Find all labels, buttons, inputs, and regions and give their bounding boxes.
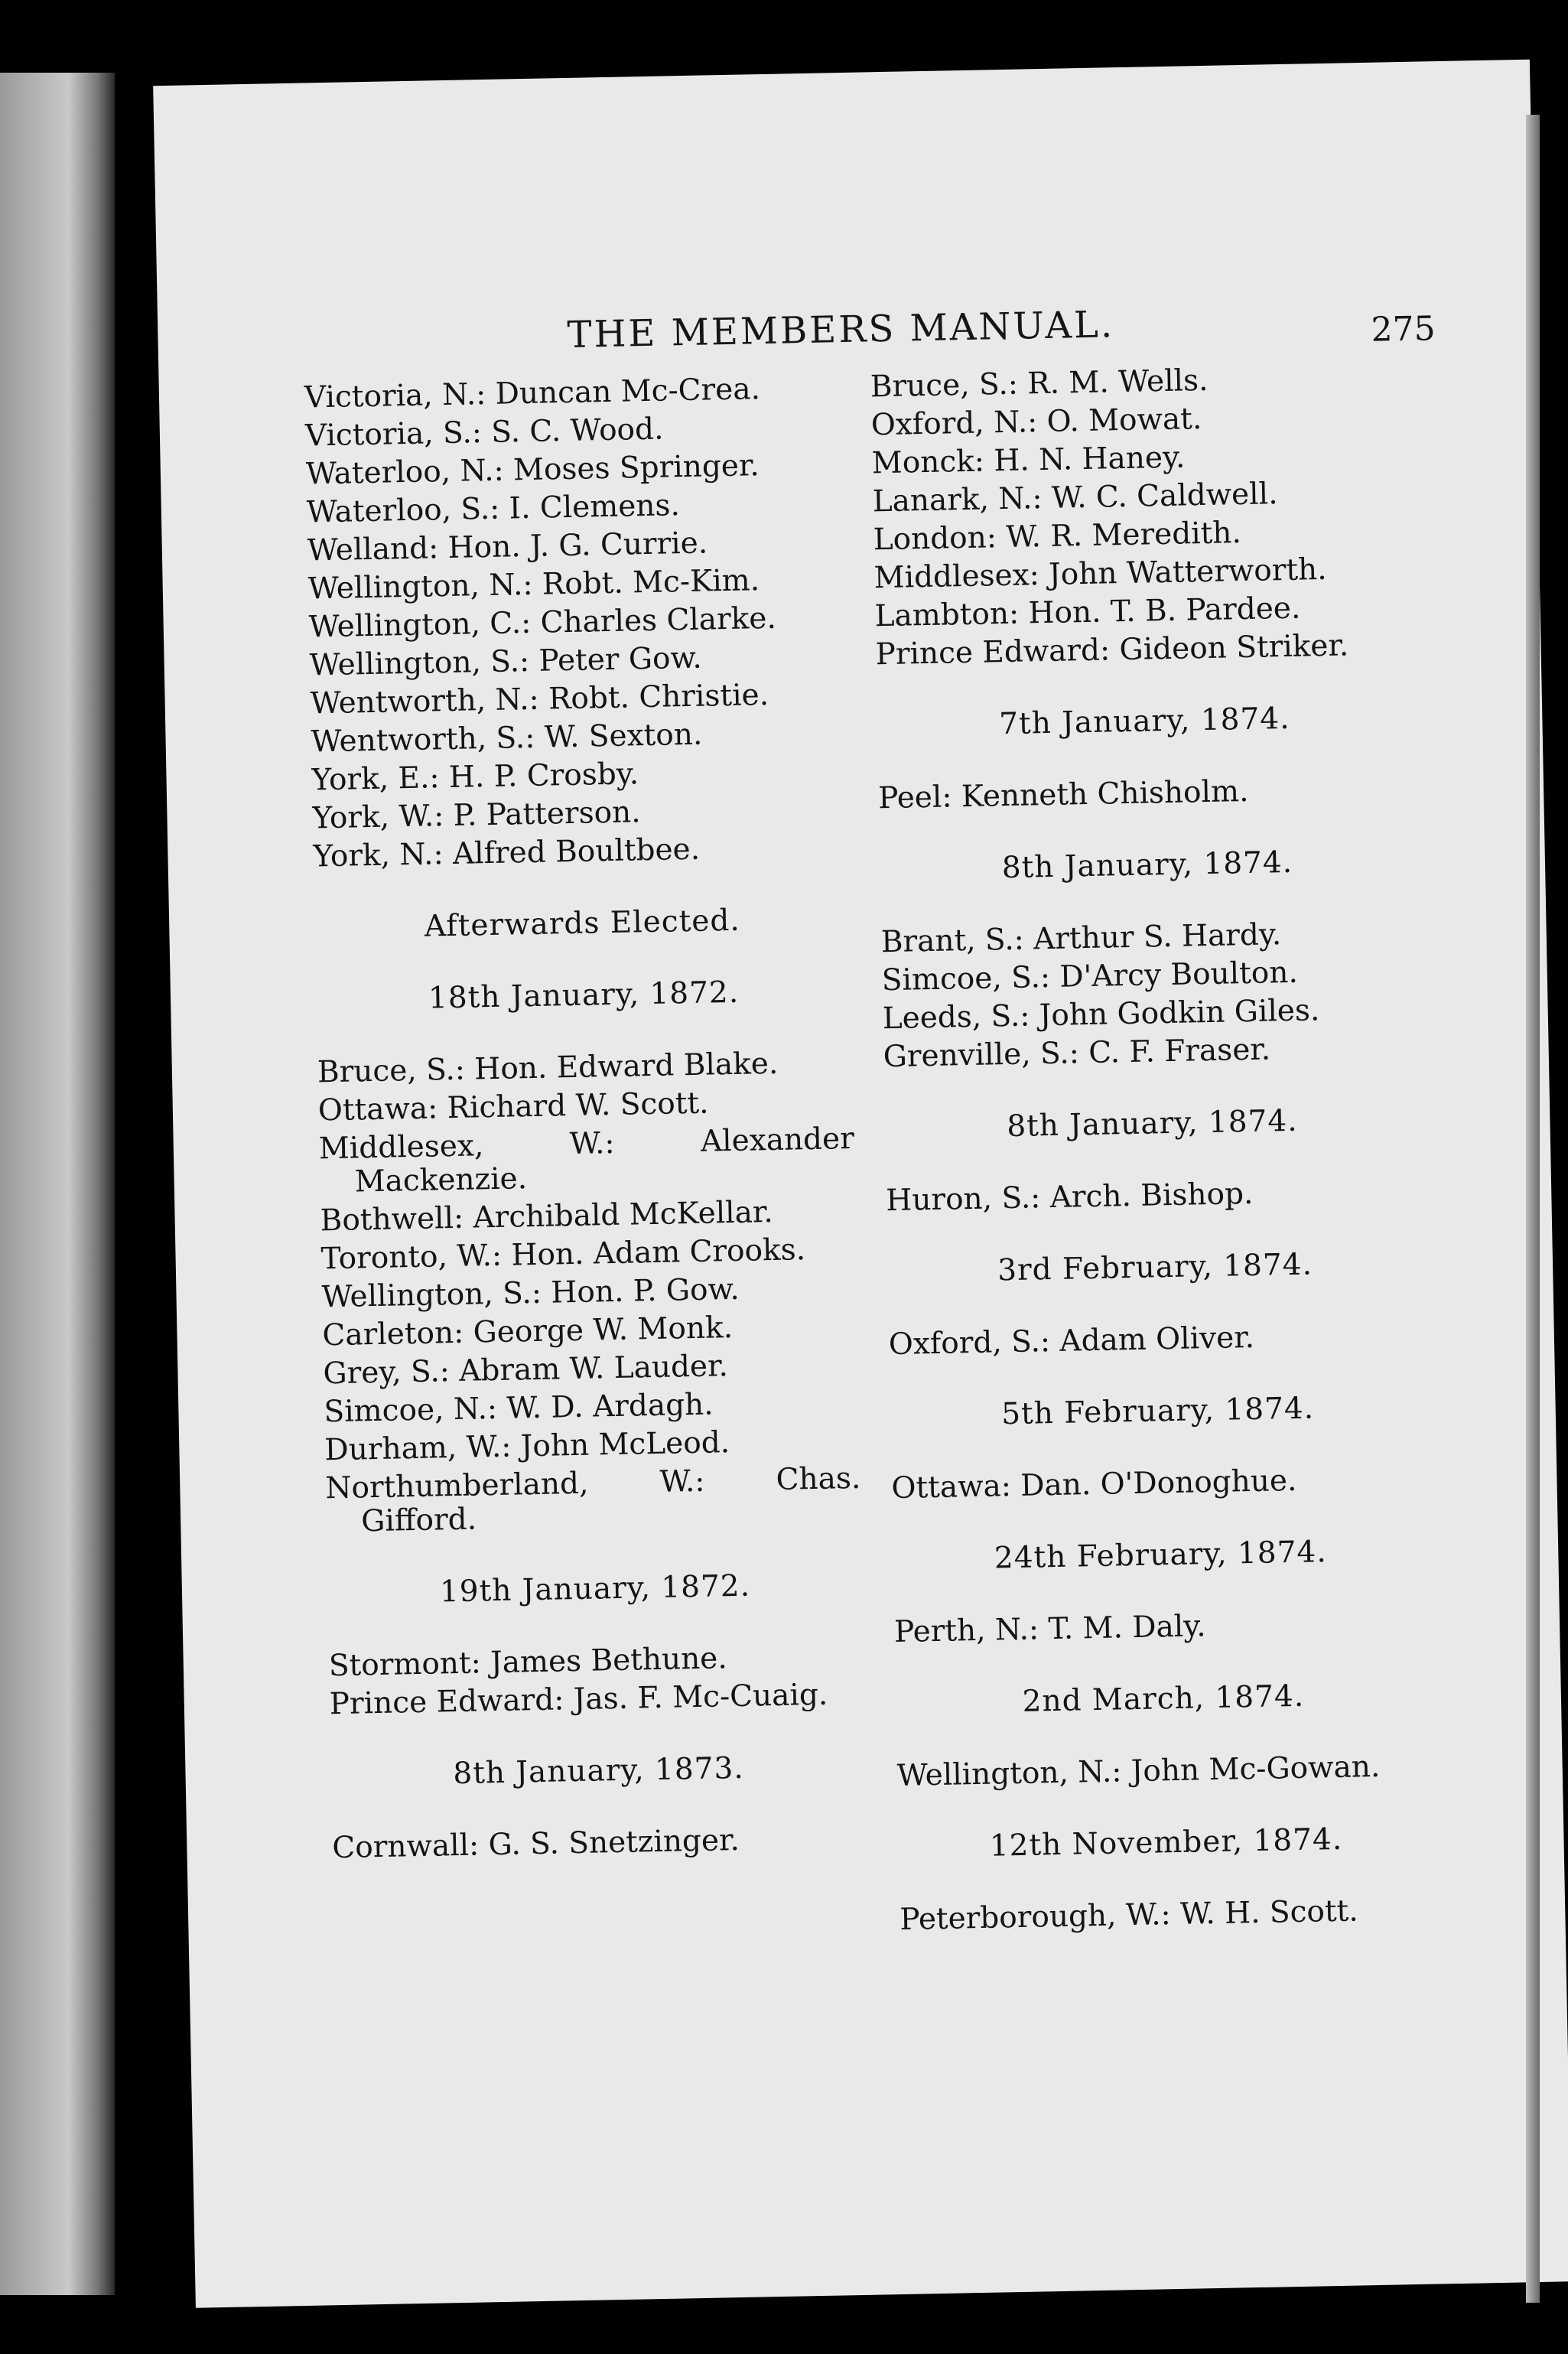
list-item: Middlesex, W.: Alexander Mackenzie. bbox=[318, 1121, 855, 1200]
list-item: Wentworth, N.: Robt. Christie. bbox=[310, 677, 769, 721]
list-item: York, N.: Alfred Boultbee. bbox=[313, 832, 701, 874]
list-item: Wellington, N.: Robt. Mc-Kim. bbox=[307, 563, 760, 607]
list-item: Bothwell: Archibald McKellar. bbox=[320, 1194, 774, 1239]
list-item: Oxford, S.: Adam Oliver. bbox=[888, 1320, 1255, 1363]
date-heading: 24th February, 1874. bbox=[994, 1535, 1328, 1576]
date-heading: 8th January, 1873. bbox=[453, 1750, 745, 1792]
right-column bbox=[870, 360, 1435, 1942]
list-item: Wellington, N.: John Mc-Gowan. bbox=[896, 1749, 1381, 1794]
adjacent-page-edge bbox=[0, 73, 115, 2295]
list-item: Waterloo, S.: I. Clemens. bbox=[306, 488, 681, 530]
list-item: Cornwall: G. S. Snetzinger. bbox=[331, 1822, 740, 1866]
list-item: Middlesex: John Watterworth. bbox=[873, 552, 1328, 596]
list-item: Grey, S.: Abram W. Lauder. bbox=[323, 1349, 729, 1392]
document-page bbox=[153, 60, 1568, 2308]
list-item: Wentworth, S.: W. Sexton. bbox=[311, 717, 703, 760]
list-item: Ottawa: Richard W. Scott. bbox=[317, 1086, 709, 1128]
list-item: Durham, W.: John McLeod. bbox=[324, 1425, 730, 1468]
section-heading: Afterwards Elected. bbox=[424, 903, 741, 944]
list-item: Monck: H. N. Haney. bbox=[871, 440, 1186, 481]
list-item: Ottawa: Dan. O'Donoghue. bbox=[891, 1463, 1297, 1506]
date-heading: 8th January, 1874. bbox=[1001, 845, 1293, 886]
list-item: Oxford, N.: O. Mowat. bbox=[870, 402, 1202, 443]
list-item: Wellington, S.: Hon. P. Gow. bbox=[321, 1271, 740, 1315]
list-item: York, W.: P. Patterson. bbox=[312, 795, 642, 836]
list-item: Bruce, S.: Hon. Edward Blake. bbox=[317, 1046, 779, 1090]
list-item: Prince Edward: Gideon Striker. bbox=[875, 628, 1349, 672]
list-item: Waterloo, N.: Moses Springer. bbox=[305, 448, 760, 492]
left-column bbox=[304, 371, 868, 1870]
date-heading: 2nd March, 1874. bbox=[1022, 1678, 1305, 1719]
list-item: Stormont: James Bethune. bbox=[328, 1641, 728, 1684]
list-item: Lanark, N.: W. C. Caldwell. bbox=[872, 477, 1278, 519]
list-item: Victoria, N.: Duncan Mc-Crea. bbox=[304, 372, 761, 415]
list-item: London: W. R. Meredith. bbox=[873, 516, 1242, 558]
page-number: 275 bbox=[1371, 309, 1436, 350]
date-heading: 19th January, 1872. bbox=[439, 1568, 751, 1610]
page-edge-shadow bbox=[1526, 115, 1540, 2303]
list-item: Wellington, S.: Peter Gow. bbox=[309, 640, 703, 683]
date-heading: 7th January, 1874. bbox=[998, 701, 1290, 742]
list-item: Simcoe, S.: D'Arcy Boulton. bbox=[881, 955, 1299, 998]
list-item: Huron, S.: Arch. Bishop. bbox=[885, 1176, 1254, 1219]
list-item: Prince Edward: Jas. F. Mc-Cuaig. bbox=[329, 1677, 828, 1722]
list-item: York, E.: H. P. Crosby. bbox=[311, 757, 639, 798]
date-heading: 3rd February, 1874. bbox=[997, 1247, 1313, 1288]
list-item: Brant, S.: Arthur S. Hardy. bbox=[880, 917, 1282, 960]
date-heading: 5th February, 1874. bbox=[1000, 1391, 1315, 1432]
list-item: Victoria, S.: S. C. Wood. bbox=[304, 412, 664, 454]
list-item: Simcoe, N.: W. D. Ardagh. bbox=[324, 1387, 714, 1430]
list-item: Northumberland, W.: Chas. Gifford. bbox=[324, 1460, 861, 1539]
date-heading: 18th January, 1872. bbox=[428, 975, 740, 1016]
list-item: Carleton: George W. Monk. bbox=[322, 1310, 734, 1353]
list-item: Grenville, S.: C. F. Fraser. bbox=[883, 1032, 1271, 1075]
running-title: THE MEMBERS MANUAL. bbox=[566, 303, 1115, 357]
date-heading: 12th November, 1874. bbox=[989, 1822, 1343, 1864]
list-item: Lambton: Hon. T. B. Pardee. bbox=[874, 591, 1301, 634]
date-heading: 8th January, 1874. bbox=[1006, 1103, 1299, 1144]
list-item: Perth, N.: T. M. Daly. bbox=[893, 1609, 1206, 1650]
list-item: Bruce, S.: R. M. Wells. bbox=[870, 363, 1209, 405]
list-item: Peterborough, W.: W. H. Scott. bbox=[899, 1893, 1359, 1937]
list-item: Wellington, C.: Charles Clarke. bbox=[308, 601, 777, 645]
list-item: Peel: Kenneth Chisholm. bbox=[877, 773, 1249, 816]
list-item: Leeds, S.: John Godkin Giles. bbox=[882, 993, 1320, 1037]
list-item: Welland: Hon. J. G. Currie. bbox=[307, 526, 708, 568]
list-item: Toronto, W.: Hon. Adam Crooks. bbox=[320, 1232, 806, 1277]
